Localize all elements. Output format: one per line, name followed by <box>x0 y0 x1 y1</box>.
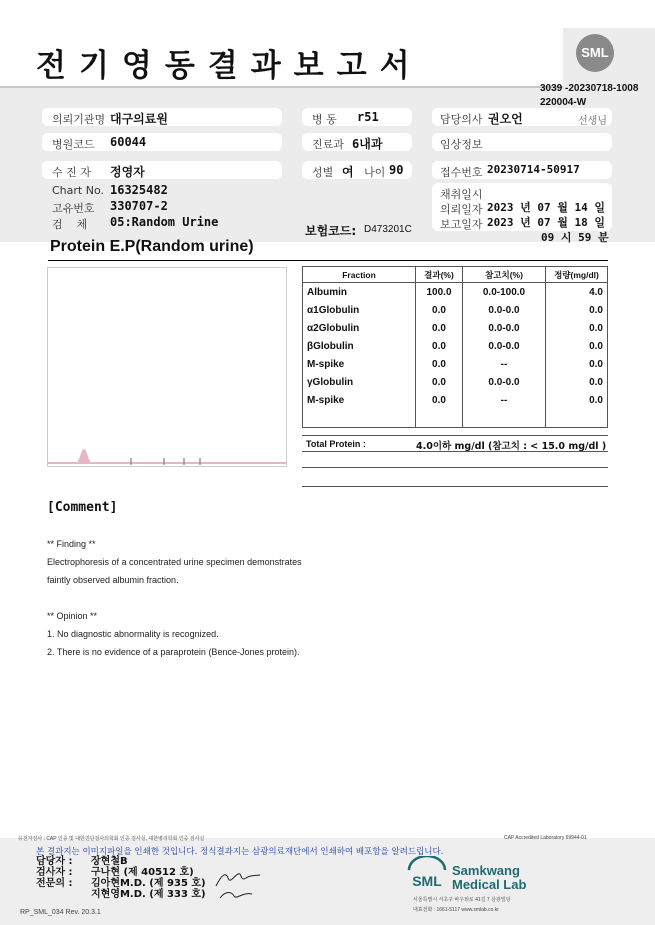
svg-text:SML: SML <box>412 873 442 889</box>
request-label: 의뢰일자 <box>440 203 483 216</box>
collect-label: 채취일시 <box>440 188 483 201</box>
age-label: 나이 <box>364 166 386 179</box>
staff-block: 담당자 : 장현철B 검사자 : 구나현 (제 40512 호) 전문의 : 김아현M.D. (제 935 호) 지현영M.D. (제 333 호) <box>36 856 206 900</box>
sex-label: 성별 <box>312 166 334 179</box>
sml-logo-icon: SML <box>576 34 614 72</box>
specimen-label: 검 체 <box>52 218 88 231</box>
results-table <box>302 266 608 428</box>
unique-label: 고유번호 <box>52 202 95 215</box>
insurance-label: 보험코드: <box>305 224 357 238</box>
comment-title: [Comment] <box>47 500 118 515</box>
finding-title: ** Finding ** <box>47 539 96 549</box>
code-label: 병원코드 <box>52 138 95 151</box>
report-title: 전기영동결과보고서 <box>36 48 423 84</box>
chart-label: Chart No. <box>52 184 104 197</box>
fineprint-right: CAP Accredited Laboratory 69944-01 <box>504 835 587 841</box>
opinion-title: ** Opinion ** <box>47 611 98 621</box>
ward-label: 병 동 <box>312 113 337 126</box>
receipt-label: 접수번호 <box>440 166 483 179</box>
table-row: γGlobulin 0.0 0.0-0.0 0.0 <box>303 373 608 391</box>
table-row-empty <box>303 409 608 428</box>
clinical-label: 임상정보 <box>440 138 483 151</box>
lab-name: Samkwang Medical Lab <box>452 863 527 892</box>
dept-label: 진료과 <box>312 138 344 151</box>
document-id: 3039 -20230718-1008 220004-W <box>540 83 639 108</box>
hospital-value: 대구의료원 <box>110 112 168 126</box>
table-row: M-spike 0.0 -- 0.0 <box>303 355 608 373</box>
age-value: 90 <box>389 163 404 177</box>
doctor-suffix: 선생님 <box>578 116 607 127</box>
header-fraction: Fraction <box>303 267 416 283</box>
opinion-line: 1. No diagnostic abnormality is recognized. <box>47 629 219 639</box>
fineprint-left: 유전자검사 : CAP 인증 및 대한진단검사의학회 인증 검사실, 대한병리학회 인증 검사실 <box>18 836 205 842</box>
hospital-label: 의뢰기관명 <box>52 113 106 126</box>
table-row: M-spike 0.0 -- 0.0 <box>303 391 608 409</box>
section-title: Protein E.P(Random urine) <box>50 238 254 255</box>
dept-value: 6내과 <box>352 137 383 151</box>
header-result: 결과(%) <box>416 267 463 283</box>
table-row: α2Globulin 0.0 0.0-0.0 0.0 <box>303 319 608 337</box>
name-value: 정영자 <box>110 165 145 179</box>
finding-line: Electrophoresis of a concentrated urine specimen demonstrates <box>47 557 302 567</box>
header-quantity: 정량(mg/dl) <box>546 267 608 283</box>
form-code: RP_SML_034 Rev. 20.3.1 <box>20 909 101 916</box>
print-notice: 본 결과지는 이미지파일을 인쇄한 것입니다. 정식결과지는 삼광의료재단에서 인쇄하여 배포함을 알려드립니다. <box>36 847 444 857</box>
lab-contact: 대표전화 : 1661-5117 www.smlab.co.kr <box>413 907 499 913</box>
albumin-peak <box>76 449 92 463</box>
header-reference: 참고치(%) <box>463 267 546 283</box>
receipt-value: 20230714-50917 <box>487 163 580 176</box>
ward-value: r51 <box>357 110 379 124</box>
signature-icon <box>212 866 264 902</box>
table-row: βGlobulin 0.0 0.0-0.0 0.0 <box>303 337 608 355</box>
opinion-line: 2. There is no evidence of a paraprotein (Bence-Jones protein). <box>47 647 300 657</box>
specimen-value: 05:Random Urine <box>110 215 219 229</box>
report-time: 09 시 59 분 <box>541 231 609 244</box>
chart-value: 16325482 <box>110 183 168 197</box>
sex-value: 여 <box>342 165 354 179</box>
total-protein-value: 4.0이하 mg/dl (참고치 : < 15.0 mg/dl ) <box>416 441 607 452</box>
lab-address: 서울특별시 서초구 바우뫼로 41길 7 삼광빌딩 <box>413 897 511 903</box>
doctor-value: 권오언 <box>488 112 523 126</box>
report-label: 보고일자 <box>440 218 483 231</box>
finding-line: faintly observed albumin fraction. <box>47 575 179 585</box>
report-value: 2023 년 07 월 18 일 <box>487 216 605 229</box>
request-value: 2023 년 07 월 14 일 <box>487 201 605 214</box>
sml-lab-logo-icon <box>405 856 449 896</box>
insurance-value: D473201C <box>364 224 412 235</box>
table-row: Albumin 100.0 0.0-100.0 4.0 <box>303 283 608 302</box>
electropherogram <box>47 267 287 467</box>
unique-value: 330707-2 <box>110 199 168 213</box>
name-label: 수 진 자 <box>52 166 91 179</box>
code-value: 60044 <box>110 135 147 149</box>
total-protein-label: Total Protein : <box>306 439 366 449</box>
title-divider <box>48 260 608 261</box>
table-row: α1Globulin 0.0 0.0-0.0 0.0 <box>303 301 608 319</box>
doctor-label: 담당의사 <box>440 113 483 126</box>
